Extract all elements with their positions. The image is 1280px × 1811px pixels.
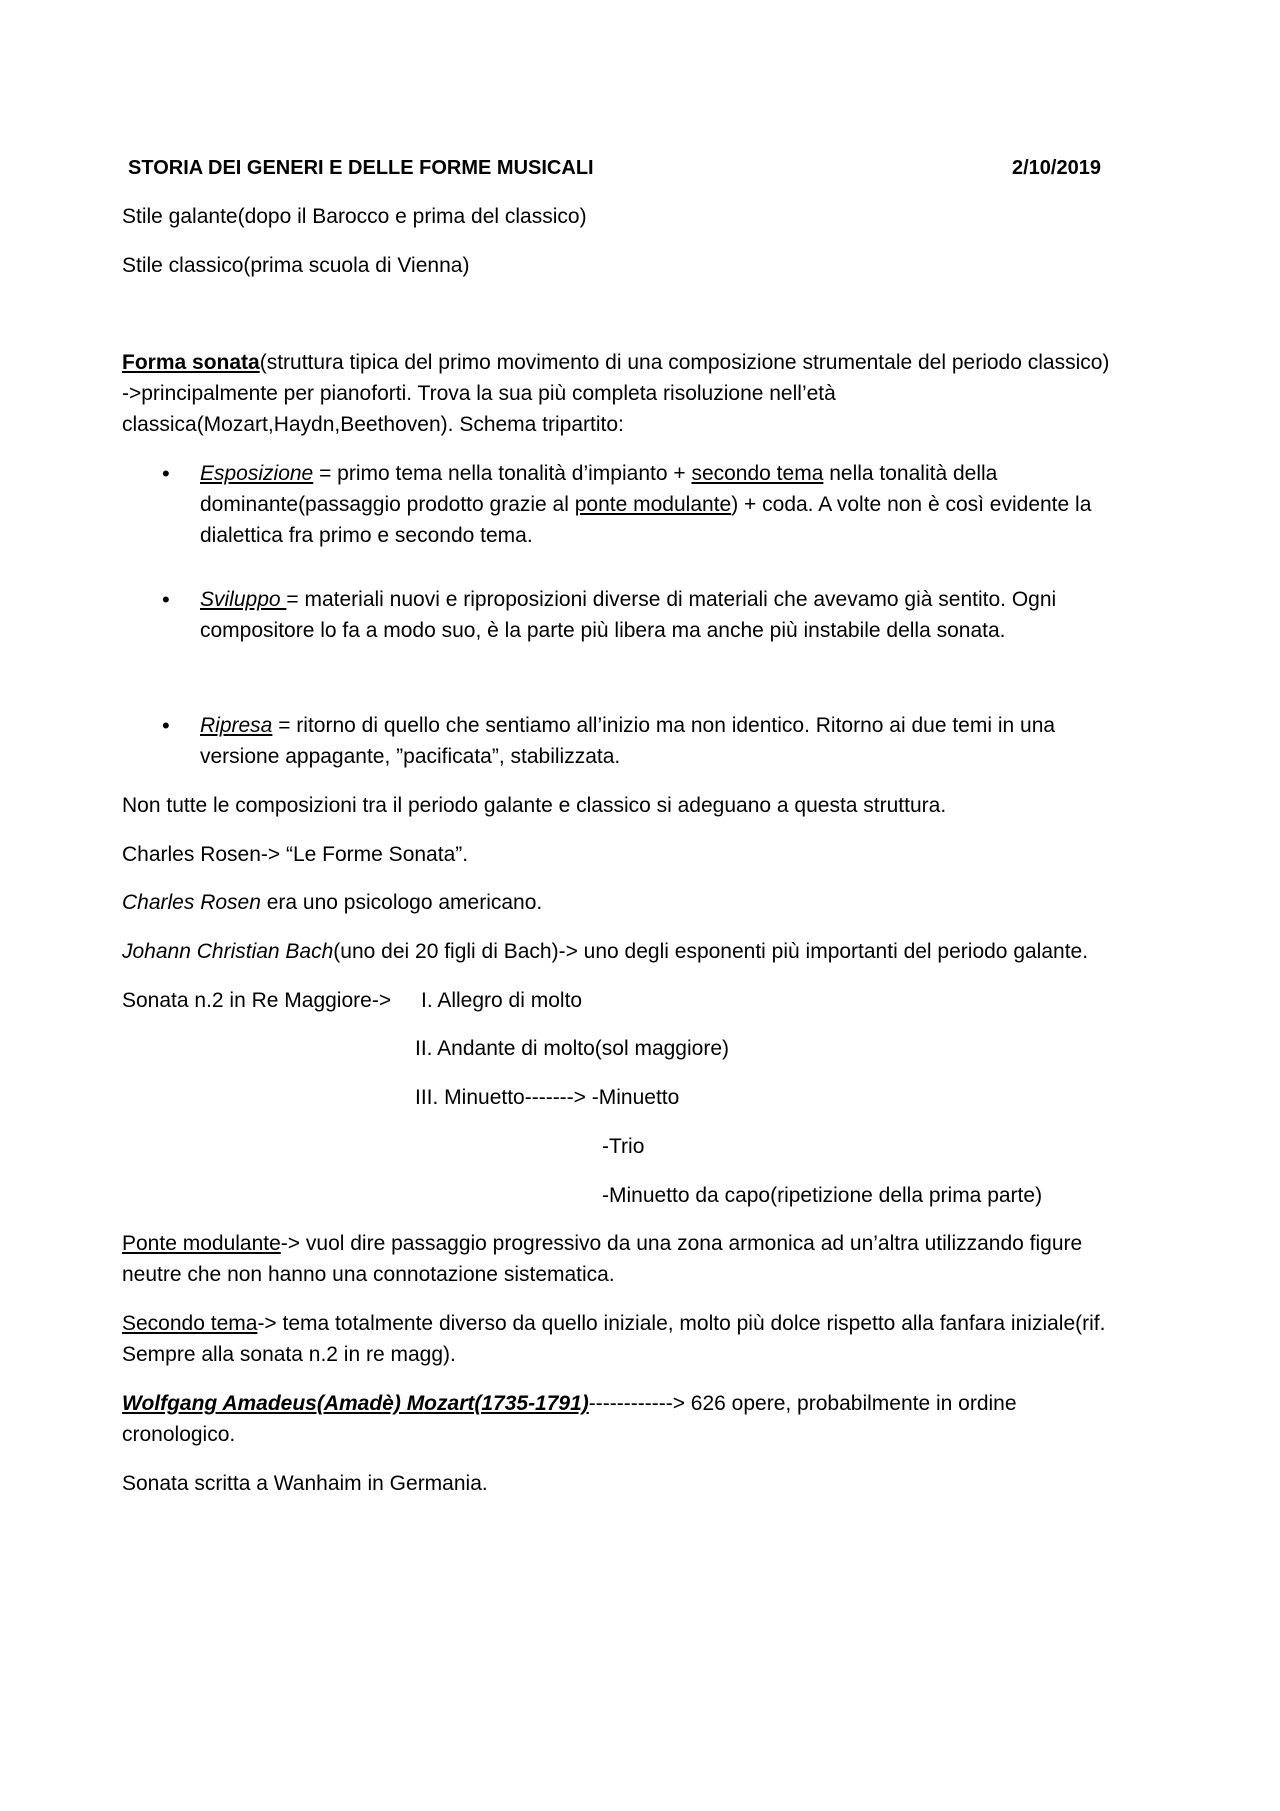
paragraph-composizioni: Non tutte le composizioni tra il periodo galante e classico si adeguano a questa struttura. [122, 794, 947, 817]
secondo-tema-definition [122, 1308, 1162, 1370]
sviluppo-text-1: = materiali nuovi e riproposizioni diverse di materiali che avevamo già sentito. Ogni [286, 588, 1057, 611]
paragraph-rosen-book: Charles Rosen-> “Le Forme Sonata”. [122, 843, 469, 866]
ponte-modulante-definition [122, 1228, 1162, 1290]
esposizione-term: Esposizione [200, 462, 314, 485]
jc-bach-text: (uno dei 20 figli di Bach)-> uno degli esponenti più importanti del periodo galante. [333, 940, 1089, 963]
esposizione-text-3: dominante(passaggio prodotto grazie al [200, 493, 575, 516]
intro-line-galante: Stile galante(dopo il Barocco e prima del classico) [122, 205, 587, 228]
bullet-sviluppo-text [200, 584, 1160, 646]
sonata-movement-3: III. Minuetto-------> -Minuetto [415, 1086, 680, 1109]
ponte-modulante-text-2: neutre che non hanno una connotazione sistematica. [122, 1263, 615, 1286]
bullet-icon: • [162, 587, 170, 612]
ripresa-text-1: = ritorno di quello che sentiamo all’inizio ma non identico. Ritorno ai due temi in una [272, 714, 1056, 737]
secondo-tema-term: Secondo tema [122, 1312, 258, 1335]
esposizione-text-5: dialettica fra primo e secondo tema. [200, 524, 533, 547]
sonata-label: Sonata n.2 in Re Maggiore-> [122, 989, 392, 1012]
ripresa-term: Ripresa [200, 714, 273, 737]
ponte-modulante-link: ponte modulante [574, 493, 732, 516]
sviluppo-text-2: compositore lo fa a modo suo, è la parte più libera ma anche più instabile della sonata. [200, 619, 1006, 642]
forma-sonata-line-1 [122, 347, 1162, 378]
esposizione-text-2: nella tonalità della [823, 462, 998, 485]
ripresa-text-2: versione appagante, ”pacificata”, stabilizzata. [200, 745, 621, 768]
forma-sonata-line-3: classica(Mozart,Haydn,Beethoven). Schema tripartito: [122, 413, 624, 436]
document-title: STORIA DEI GENERI E DELLE FORME MUSICALI [128, 157, 594, 179]
forma-sonata-term: Forma sonata [122, 351, 260, 374]
mozart-text-1: ------------> 626 opere, probabilmente in ordine [588, 1392, 1017, 1415]
forma-sonata-line-2: ->principalmente per pianoforti. Trova la sua più completa risoluzione nell’età [122, 382, 836, 405]
sonata-sub-minuetto: -Minuetto da capo(ripetizione della prima parte) [602, 1184, 1043, 1207]
bullet-esposizione-text [200, 458, 1160, 551]
paragraph-rosen-bio [122, 887, 1162, 918]
ponte-modulante-term: Ponte modulante [122, 1232, 281, 1255]
esposizione-text-1: = primo tema nella tonalità d’impianto + [313, 462, 692, 485]
paragraph-jc-bach [122, 936, 1162, 967]
mozart-paragraph [122, 1388, 1162, 1450]
rosen-bio-text: era uno psicologo americano. [260, 891, 543, 914]
rosen-name: Charles Rosen [122, 891, 261, 914]
intro-line-classico: Stile classico(prima scuola di Vienna) [122, 254, 470, 277]
final-line: Sonata scritta a Wanhaim in Germania. [122, 1472, 488, 1495]
mozart-text-2: cronologico. [122, 1423, 236, 1446]
sonata-movement-1: I. Allegro di molto [421, 989, 583, 1012]
document-date: 2/10/2019 [1012, 157, 1101, 179]
sonata-sub-trio: -Trio [602, 1135, 645, 1158]
sviluppo-term: Sviluppo [200, 588, 287, 611]
forma-sonata-text: (struttura tipica del primo movimento di una composizione strumentale del periodo classico) [259, 351, 1110, 374]
bullet-icon: • [162, 713, 170, 738]
esposizione-text-4: ) + coda. A volte non è così evidente la [731, 493, 1092, 516]
secondo-tema-text-2: Sempre alla sonata n.2 in re magg). [122, 1343, 456, 1366]
mozart-term: Wolfgang Amadeus(Amadè) Mozart(1735-1791) [122, 1392, 589, 1415]
jc-bach-name: Johann Christian Bach [122, 940, 334, 963]
secondo-tema-link: secondo tema [691, 462, 824, 485]
bullet-icon: • [162, 461, 170, 486]
secondo-tema-text-1: -> tema totalmente diverso da quello iniziale, molto più dolce rispetto alla fanfara iniziale(rif. [257, 1312, 1106, 1335]
sonata-movement-2: II. Andante di molto(sol maggiore) [415, 1037, 729, 1060]
forma-sonata-paragraph [122, 347, 1162, 440]
bullet-ripresa-text [200, 710, 1160, 772]
ponte-modulante-text-1: -> vuol dire passaggio progressivo da una zona armonica ad un’altra utilizzando figure [280, 1232, 1083, 1255]
